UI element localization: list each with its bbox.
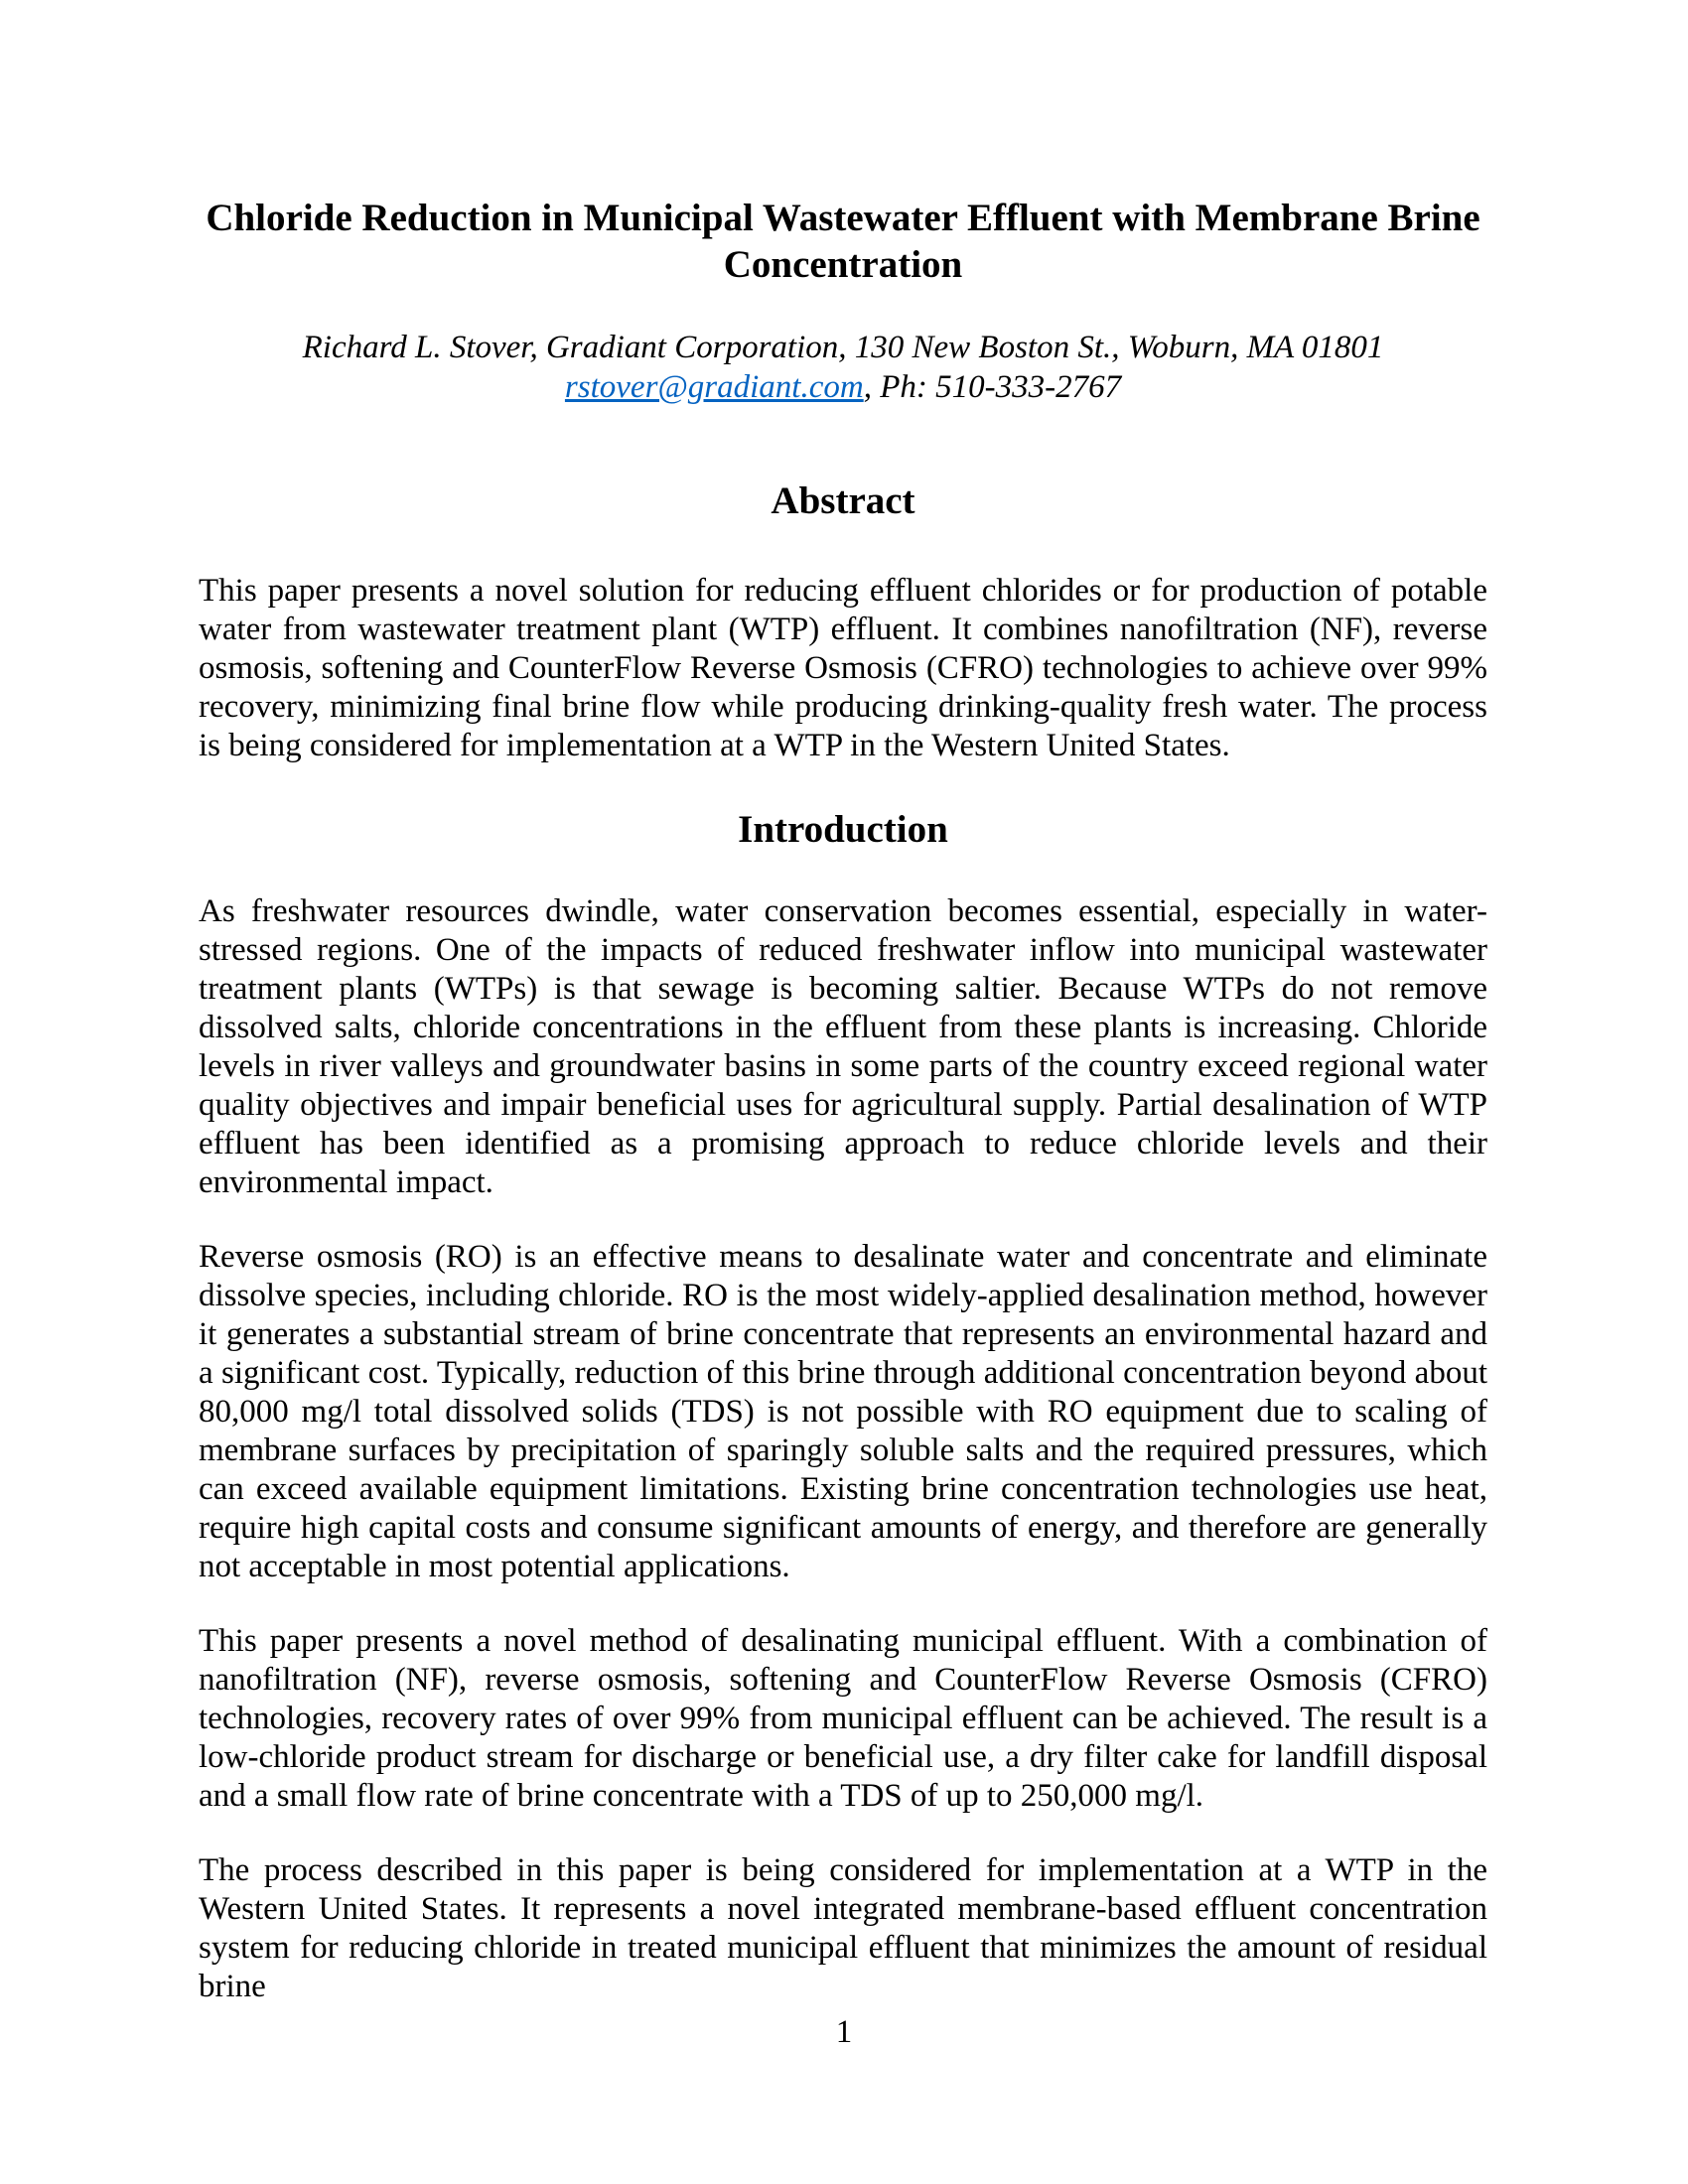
introduction-paragraph-1: As freshwater resources dwindle, water conservation becomes essential, especially in water-stressed regions. One of the impacts of reduced freshwater inflow into municipal wastewater treatment plants (WTPs) is that sewage is becoming saltier. Because WTPs do not remove dissolved salts, chloride concentrations in the effluent from these plants is increasing. Chloride levels in river valleys and groundwater basins in some parts of the country exceed regional water quality objectives and impair beneficial uses for agricultural supply. Partial desalination of WTP effluent has been identified as a promising approach to reduce chloride levels and their environmental impact. bbox=[199, 893, 1487, 1200]
introduction-paragraph-4: The process described in this paper is being considered for implementation at a WTP in the Western United States. It represents a novel integrated membrane-based effluent concentration system for reducing chloride in treated municipal effluent that minimizes the amount of residual brine bbox=[199, 1852, 1487, 2004]
author-block bbox=[199, 328, 1487, 407]
abstract-paragraph: This paper presents a novel solution for reducing effluent chlorides or for production of potable water from wastewater treatment plant (WTP) effluent. It combines nanofiltration (NF), reverse osmosis, softening and CounterFlow Reverse Osmosis (CFRO) technologies to achieve over 99% recovery, minimizing final brine flow while producing drinking-quality fresh water. The process is being considered for implementation at a WTP in the Western United States. bbox=[199, 573, 1487, 763]
section-heading-introduction: Introduction bbox=[738, 808, 948, 851]
introduction-paragraph-2: Reverse osmosis (RO) is an effective means to desalinate water and concentrate and eliminate dissolve species, including chloride. RO is the most widely-applied desalination method, however it generates a substantial stream of brine concentrate that represents an environmental hazard and a significant cost. Typically, reduction of this brine through additional concentration beyond about 80,000 mg/l total dissolved solids (TDS) is not possible with RO equipment due to scaling of membrane surfaces by precipitation of sparingly soluble salts and the required pressures, which can exceed available equipment limitations. Existing brine concentration technologies use heat, require high capital costs and consume significant amounts of energy, and therefore are generally not acceptable in most potential applications. bbox=[199, 1239, 1487, 1584]
page-number: 1 bbox=[835, 2014, 853, 2050]
introduction-paragraph-3: This paper presents a novel method of desalinating municipal effluent. With a combination of nanofiltration (NF), reverse osmosis, softening and CounterFlow Reverse Osmosis (CFRO) technologies, recovery rates of over 99% from municipal effluent can be achieved. The result is a low-chloride product stream for discharge or beneficial use, a dry filter cake for landfill disposal and a small flow rate of brine concentrate with a TDS of up to 250,000 mg/l. bbox=[199, 1623, 1487, 1814]
author-phone-text: , Ph: 510-333-2767 bbox=[863, 369, 1122, 405]
section-heading-abstract: Abstract bbox=[771, 479, 915, 522]
author-email-link[interactable]: rstover@gradiant.com bbox=[564, 369, 864, 405]
author-affiliation-line: Richard L. Stover, Gradiant Corporation, 130 New Boston St., Woburn, MA 01801 bbox=[302, 330, 1384, 365]
paper-title: Chloride Reduction in Municipal Wastewater Effluent with Membrane Brine Concentration bbox=[206, 197, 1480, 286]
author-contact-line bbox=[199, 367, 1487, 407]
